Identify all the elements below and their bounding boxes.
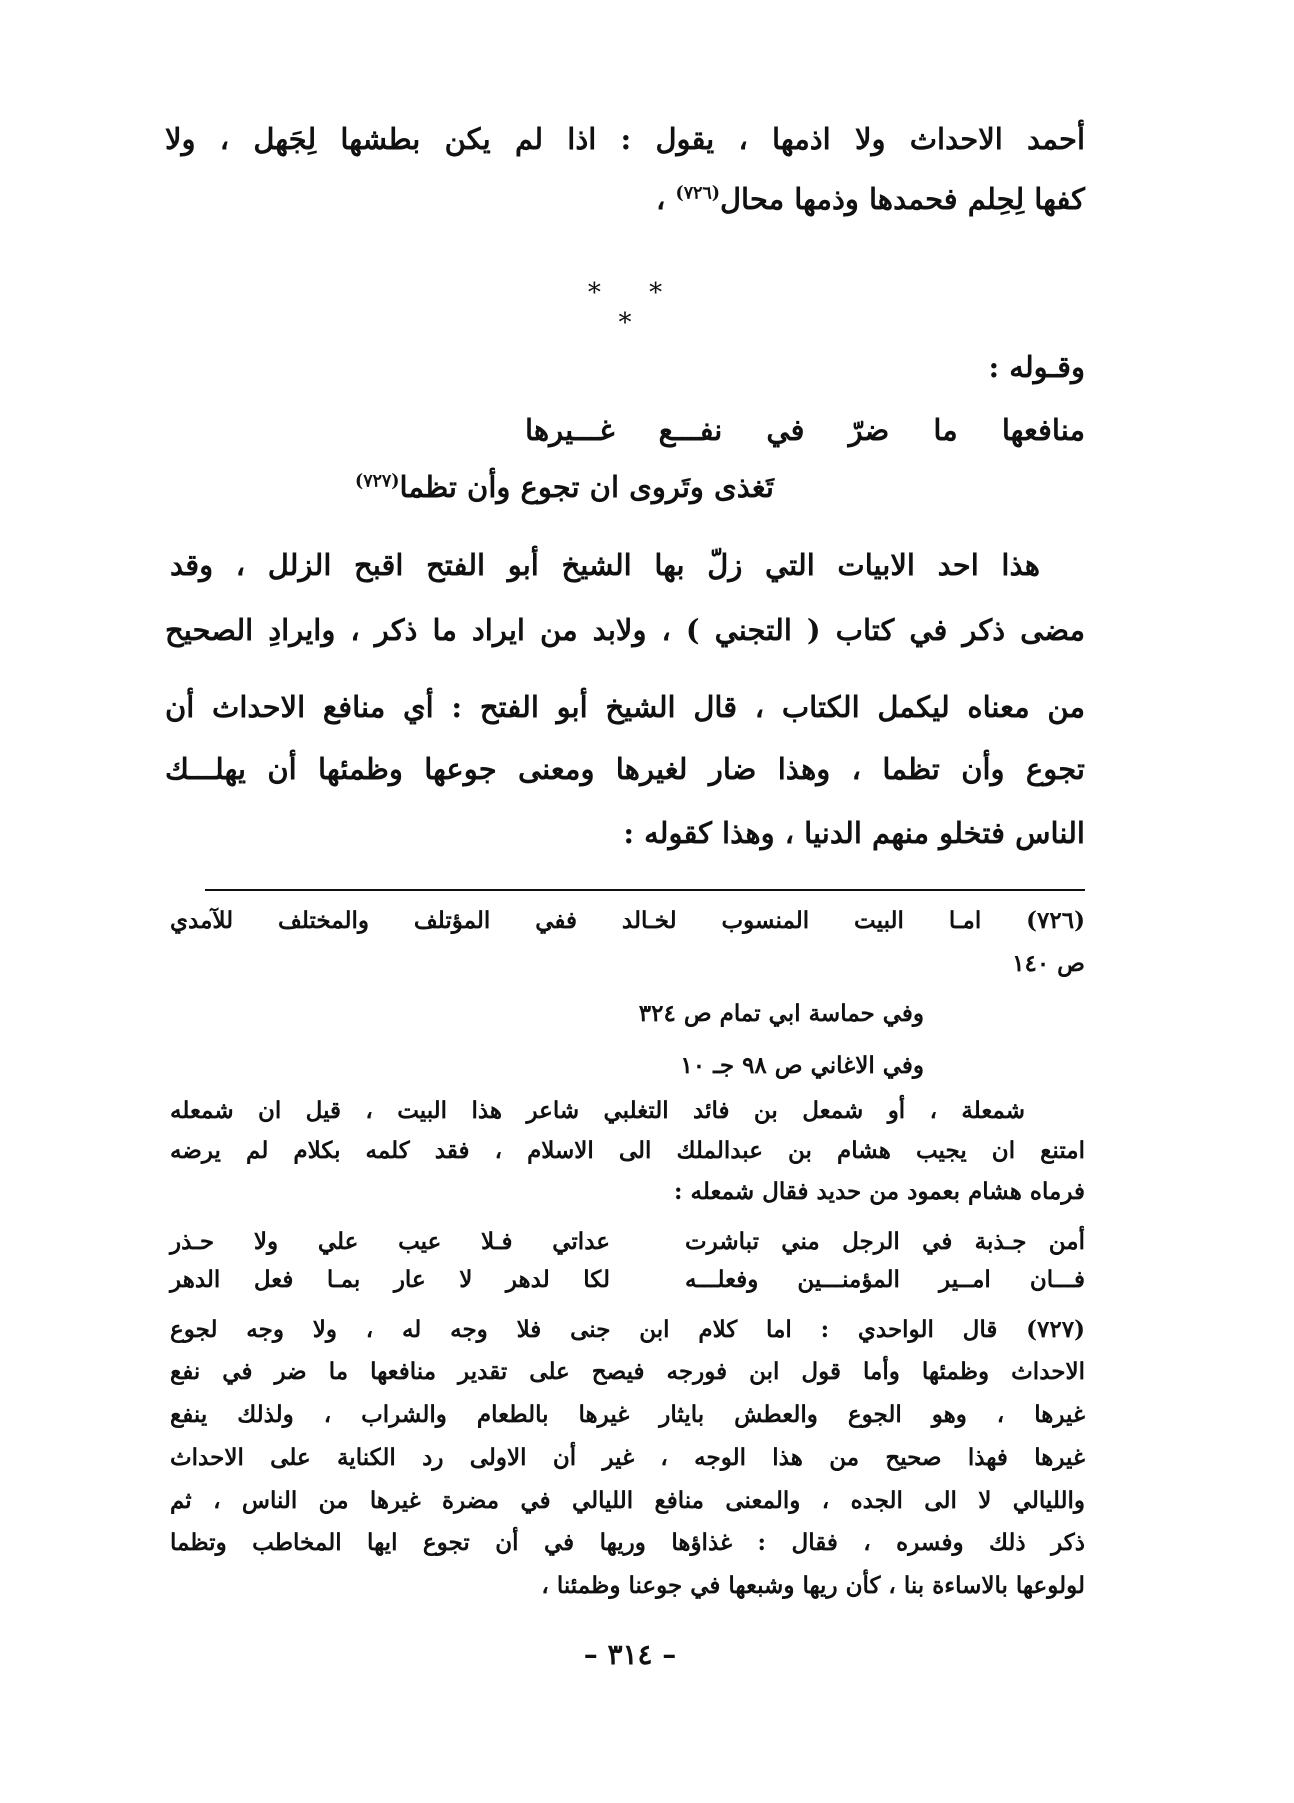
footnote-separator: [205, 889, 1085, 891]
footnote-line: شمعلة ، أو شمعل بن فائد التغلبي شاعر هذا البيت ، قيل ان شمعله: [170, 1097, 1025, 1124]
footnote-line: الاحداث وظمئها وأما قول ابن فورجه فيصح على تقدير منافعها ما ضر في نفع: [170, 1358, 1085, 1385]
text-segment: ،: [655, 182, 666, 216]
footnote-line: (٧٢٧) قال الواحدي : اما كلام ابن جنى فلا وجه له ، ولا وجه لجوع: [170, 1316, 1085, 1343]
footnote-line: فرماه هشام بعمود من حديد فقال شمعله :: [674, 1178, 1085, 1205]
footnote-line: غيرها فهذا صحيح من هذا الوجه ، غير أن الاولى رد الكناية على الاحداث: [170, 1444, 1085, 1471]
section-heading: وقـوله :: [988, 350, 1085, 384]
verse-line: منافعها ما ضرّ في نفـــع غـــيرها: [525, 413, 1085, 447]
poem-hemistich: فـــان امــير المؤمنـــين وفعلـــه: [685, 1266, 1085, 1293]
footnote-line: ذكر ذلك وفسره ، فقال : غذاؤها وريها في أن تجوع ايها المخاطب وتظما: [170, 1529, 1085, 1556]
footnote-line: غيرها ، وهو الجوع والعطش بايثار غيرها بالطعام والشراب ، ولذلك ينفع: [170, 1401, 1085, 1428]
footnote-line: لولوعها بالاساءة بنا ، كأن ريها وشبعها في جوعنا وظمئنا ،: [541, 1572, 1085, 1599]
footnote-ref: (٧٢٦): [675, 183, 720, 204]
verse-line: [355, 470, 774, 504]
text-line: مضى ذكر في كتاب ( التجني ) ، ولابد من ايراد ما ذكر ، وايرادِ الصحيح: [165, 613, 1085, 647]
text-line: تجوع وأن تظما ، وهذا ضار لغيرها ومعنى جوعها وظمئها أن يهلـــك: [165, 752, 1085, 786]
footnote-line: (٧٢٦) امـا البيت المنسوب لخـالد ففي المؤتلف والمختلف للآمدي: [170, 907, 1085, 934]
footnote-line: وفي حماسة ابي تمام ص ٣٢٤: [638, 1000, 924, 1027]
footnote-line: امتنع ان يجيب هشام بن عبدالملك الى الاسلام ، فقد كلمه بكلام لم يرضه: [170, 1137, 1085, 1164]
poem-hemistich: لكا لدهر لا عار بمـا فعل الدهر: [170, 1266, 610, 1293]
text-line: من معناه ليكمل الكتاب ، قال الشيخ أبو الفتح : أي منافع الاحداث أن: [165, 690, 1085, 724]
text-line: هذا احد الابيات التي زلّ بها الشيخ أبو الفتح اقبح الزلل ، وقد: [170, 548, 1040, 582]
footnote-line: وفي الاغاني ص ٩٨ جـ ١٠: [680, 1052, 924, 1079]
page-number: – ٣١٤ –: [583, 1638, 677, 1671]
poem-hemistich: أمن جـذبة في الرجل مني تباشرت: [685, 1228, 1085, 1255]
footnote-line: ص ١٤٠: [1012, 950, 1085, 977]
text-line: الناس فتخلو منهم الدنيا ، وهذا كقوله :: [623, 816, 1085, 850]
footnote-ref: (٧٢٧): [355, 471, 400, 492]
text-line: [656, 182, 1085, 216]
poem-hemistich: عداتي فـلا عيب علي ولا حـذر: [170, 1228, 610, 1255]
text-segment: كفها لِحِلم فحمدها وذمها محال: [719, 182, 1085, 216]
footnote-line: والليالي لا الى الجده ، والمعنى منافع الليالي في مضرة غيرها من الناس ، ثم: [170, 1487, 1085, 1514]
text-segment: تَغذى وتَروى ان تجوع وأن تظما: [399, 470, 774, 504]
section-divider-stars: * * *: [587, 278, 683, 338]
text-line: أحمد الاحداث ولا اذمها ، يقول : اذا لم يكن بطشها لِجَهل ، ولا: [165, 122, 1085, 156]
